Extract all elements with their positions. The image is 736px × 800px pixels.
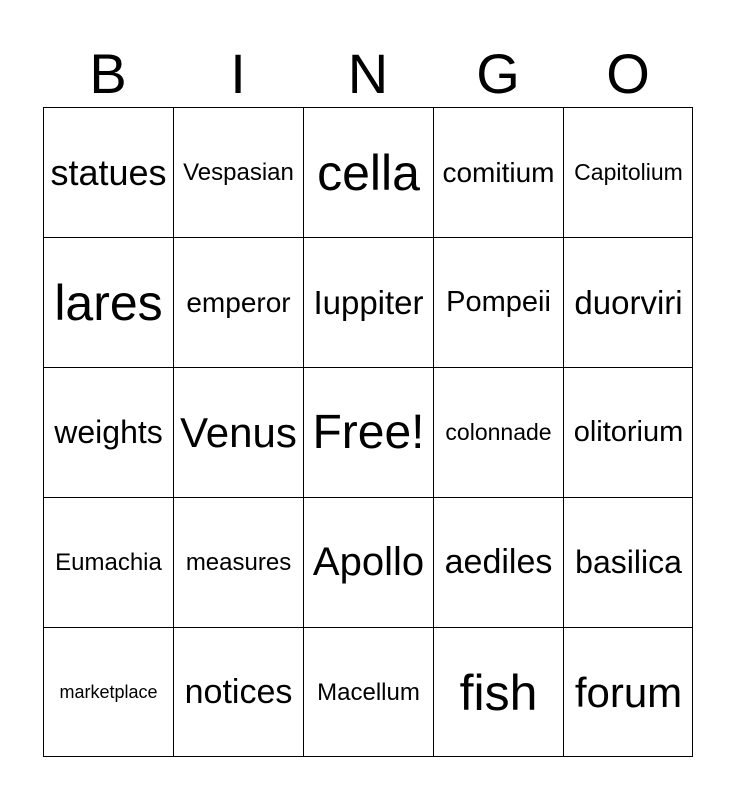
header-letter-b: B	[89, 42, 127, 105]
bingo-cell[interactable]: emperor	[173, 237, 303, 367]
bingo-cell[interactable]: Pompeii	[433, 237, 563, 367]
header-letter-i: I	[230, 42, 246, 105]
bingo-cell[interactable]: duorviri	[563, 237, 693, 367]
bingo-cell[interactable]: Venus	[173, 367, 303, 497]
bingo-cell[interactable]: Macellum	[303, 627, 433, 757]
bingo-cell[interactable]: Eumachia	[43, 497, 173, 627]
bingo-cell[interactable]: comitium	[433, 107, 563, 237]
bingo-cell[interactable]: colonnade	[433, 367, 563, 497]
bingo-cell[interactable]: Free!	[303, 367, 433, 497]
bingo-cell[interactable]: lares	[43, 237, 173, 367]
bingo-cell[interactable]: basilica	[563, 497, 693, 627]
bingo-grid	[43, 107, 693, 757]
bingo-cell[interactable]: fish	[433, 627, 563, 757]
bingo-cell[interactable]: forum	[563, 627, 693, 757]
bingo-cell[interactable]: olitorium	[563, 367, 693, 497]
bingo-cell[interactable]: Apollo	[303, 497, 433, 627]
header-letter-o: O	[606, 42, 650, 105]
bingo-cell[interactable]: statues	[43, 107, 173, 237]
bingo-cell[interactable]: aediles	[433, 497, 563, 627]
header-letter-n: N	[347, 42, 389, 105]
bingo-cell[interactable]: weights	[43, 367, 173, 497]
bingo-cell[interactable]: notices	[173, 627, 303, 757]
bingo-cell[interactable]: measures	[173, 497, 303, 627]
bingo-cell[interactable]: Capitolium	[563, 107, 693, 237]
bingo-header	[43, 40, 693, 108]
bingo-cell[interactable]: marketplace	[43, 627, 173, 757]
bingo-cell[interactable]: cella	[303, 107, 433, 237]
bingo-cell[interactable]: Vespasian	[173, 107, 303, 237]
header-letter-g: G	[476, 42, 520, 105]
bingo-cell[interactable]: Iuppiter	[303, 237, 433, 367]
